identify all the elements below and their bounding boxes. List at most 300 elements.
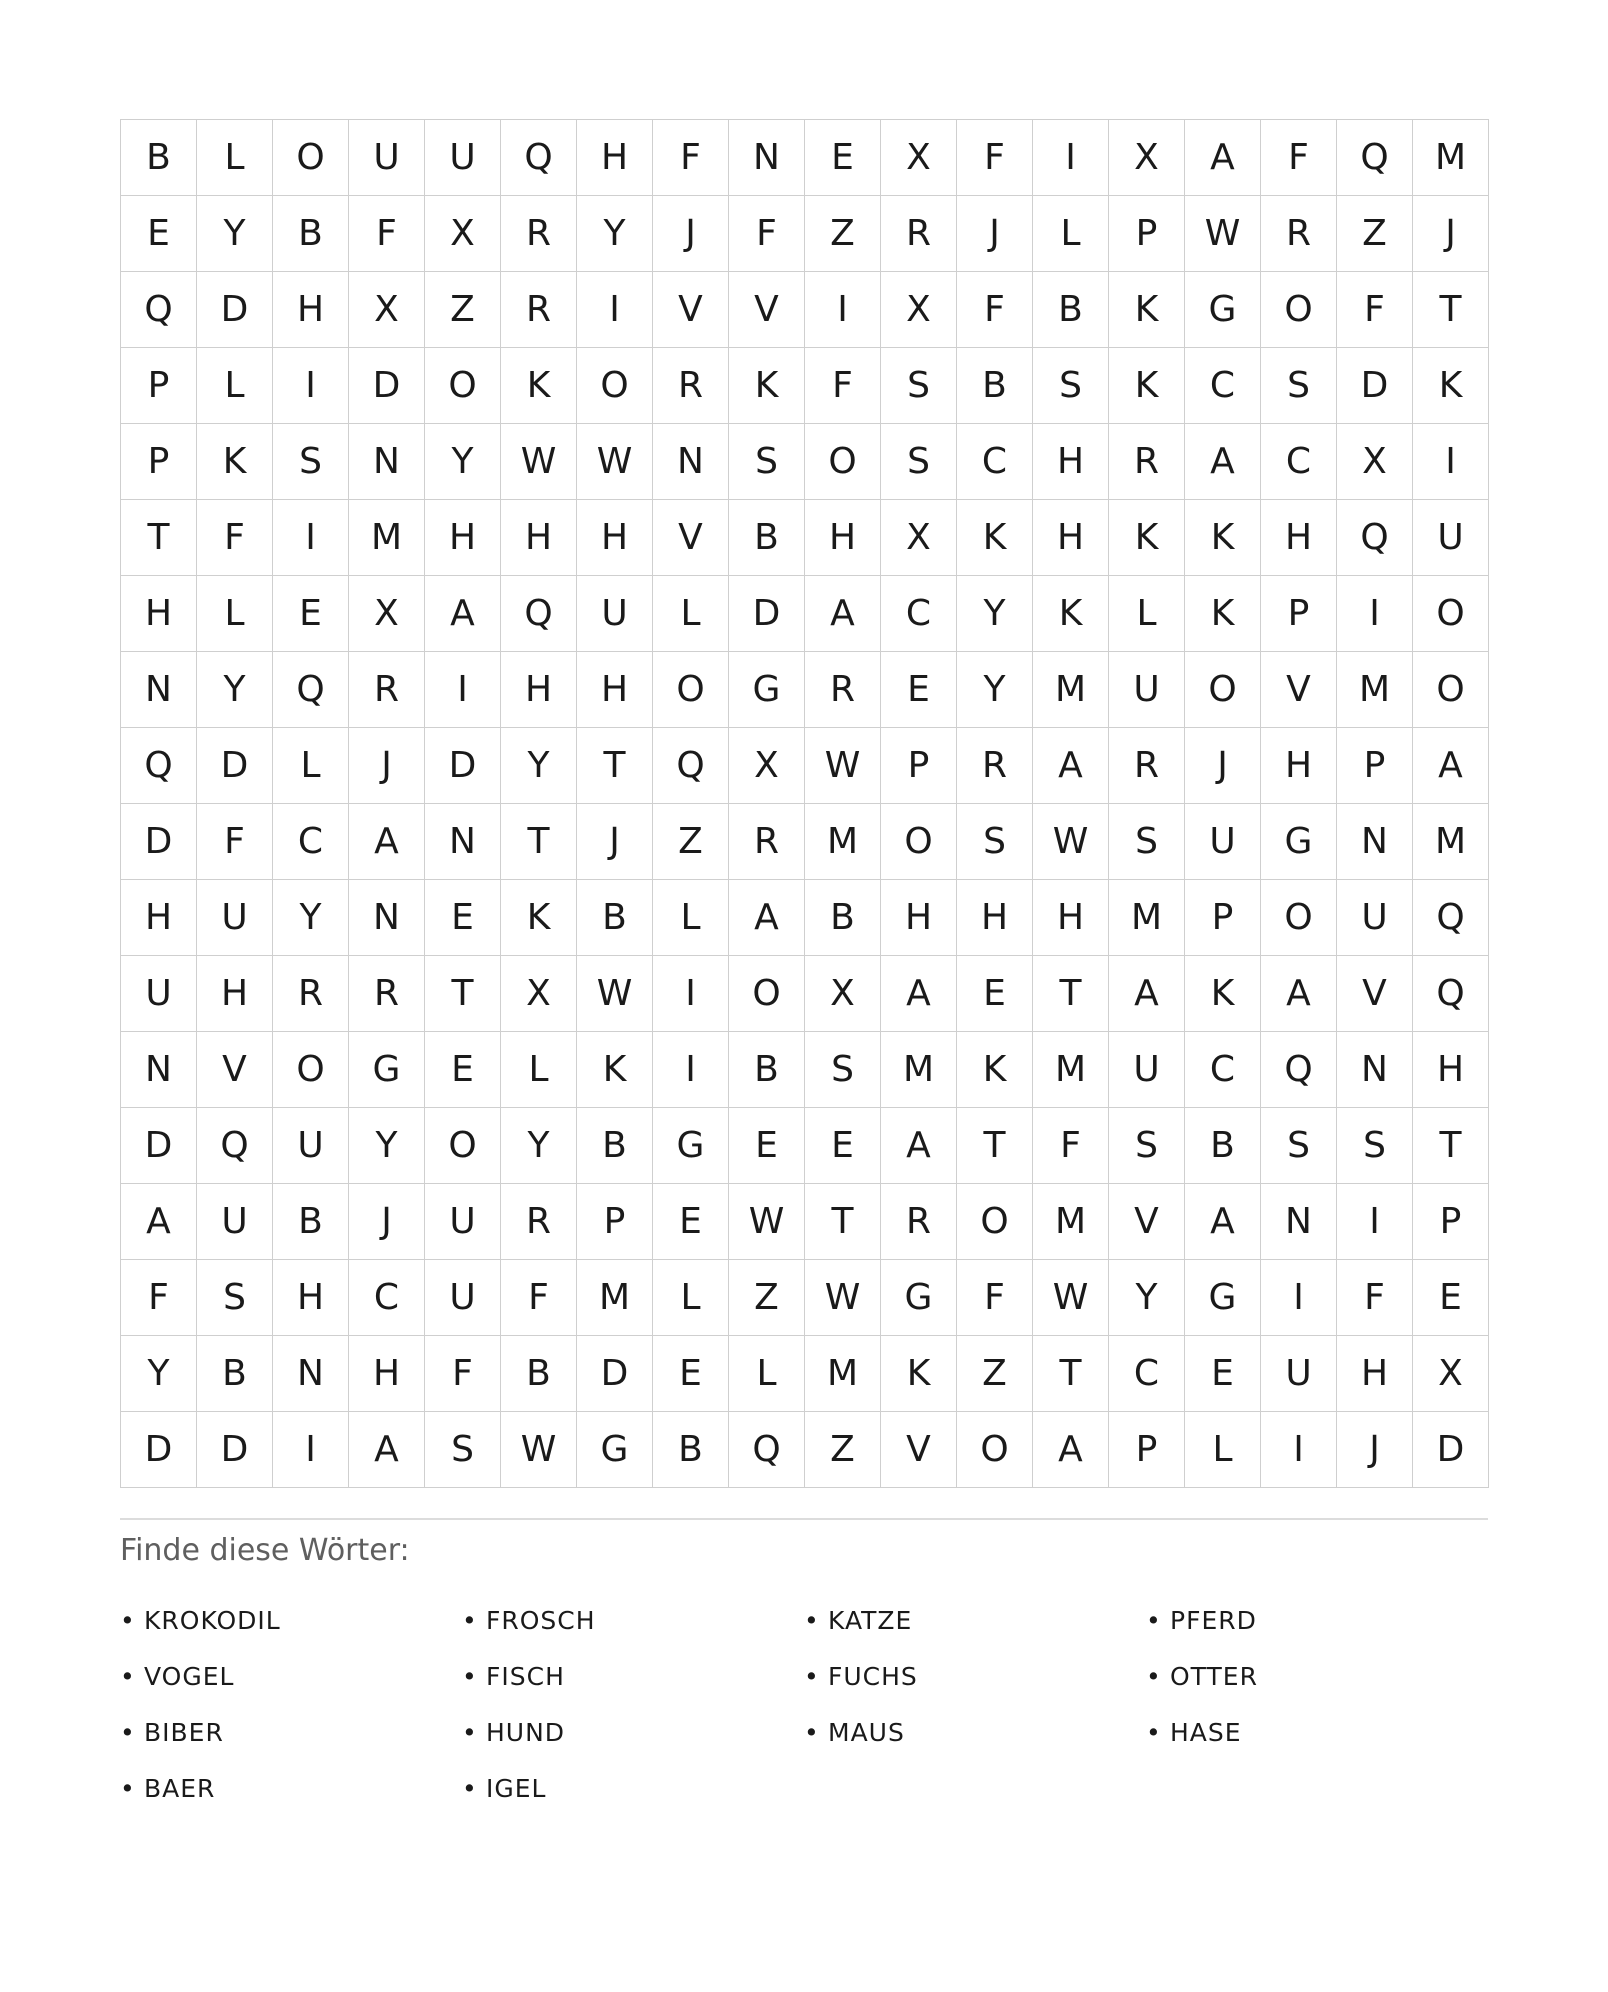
grid-cell[interactable]: O [425, 348, 501, 424]
grid-cell[interactable]: A [349, 1412, 425, 1488]
grid-cell[interactable]: O [1413, 652, 1489, 728]
grid-cell[interactable]: X [881, 120, 957, 196]
grid-cell[interactable]: Y [349, 1108, 425, 1184]
grid-cell[interactable]: H [349, 1336, 425, 1412]
grid-cell[interactable]: D [1337, 348, 1413, 424]
grid-cell[interactable]: W [501, 1412, 577, 1488]
grid-cell[interactable]: U [197, 880, 273, 956]
grid-cell[interactable]: X [1109, 120, 1185, 196]
grid-cell[interactable]: Y [1109, 1260, 1185, 1336]
grid-cell[interactable]: F [729, 196, 805, 272]
grid-cell[interactable]: D [729, 576, 805, 652]
grid-cell[interactable]: D [121, 804, 197, 880]
grid-cell[interactable]: Y [197, 652, 273, 728]
grid-cell[interactable]: J [1337, 1412, 1413, 1488]
grid-cell[interactable]: H [1413, 1032, 1489, 1108]
grid-cell[interactable]: Y [425, 424, 501, 500]
grid-cell[interactable]: S [1033, 348, 1109, 424]
grid-cell[interactable]: Q [273, 652, 349, 728]
grid-cell[interactable]: X [501, 956, 577, 1032]
grid-cell[interactable]: S [273, 424, 349, 500]
grid-cell[interactable]: A [1033, 1412, 1109, 1488]
grid-cell[interactable]: U [1109, 652, 1185, 728]
grid-cell[interactable]: K [881, 1336, 957, 1412]
grid-cell[interactable]: A [805, 576, 881, 652]
grid-cell[interactable]: A [1261, 956, 1337, 1032]
grid-cell[interactable]: H [501, 500, 577, 576]
grid-cell[interactable]: Q [1337, 120, 1413, 196]
grid-cell[interactable]: W [1033, 804, 1109, 880]
grid-cell[interactable]: R [957, 728, 1033, 804]
grid-cell[interactable]: S [729, 424, 805, 500]
grid-cell[interactable]: K [1109, 348, 1185, 424]
grid-cell[interactable]: A [349, 804, 425, 880]
grid-cell[interactable]: B [577, 880, 653, 956]
grid-cell[interactable]: D [197, 728, 273, 804]
grid-cell[interactable]: O [881, 804, 957, 880]
grid-cell[interactable]: L [197, 576, 273, 652]
grid-cell[interactable]: W [729, 1184, 805, 1260]
grid-cell[interactable]: S [1261, 1108, 1337, 1184]
grid-cell[interactable]: X [1413, 1336, 1489, 1412]
grid-cell[interactable]: G [653, 1108, 729, 1184]
grid-cell[interactable]: Q [729, 1412, 805, 1488]
grid-cell[interactable]: X [881, 272, 957, 348]
grid-cell[interactable]: B [729, 1032, 805, 1108]
grid-cell[interactable]: X [805, 956, 881, 1032]
grid-cell[interactable]: O [273, 120, 349, 196]
grid-cell[interactable]: P [121, 348, 197, 424]
grid-cell[interactable]: E [881, 652, 957, 728]
grid-cell[interactable]: Y [957, 576, 1033, 652]
grid-cell[interactable]: L [197, 348, 273, 424]
grid-cell[interactable]: I [1337, 1184, 1413, 1260]
grid-cell[interactable]: T [805, 1184, 881, 1260]
grid-cell[interactable]: H [1033, 424, 1109, 500]
grid-cell[interactable]: B [577, 1108, 653, 1184]
grid-cell[interactable]: V [1261, 652, 1337, 728]
grid-cell[interactable]: H [197, 956, 273, 1032]
grid-cell[interactable]: Q [121, 728, 197, 804]
grid-cell[interactable]: U [577, 576, 653, 652]
grid-cell[interactable]: M [1033, 1032, 1109, 1108]
grid-cell[interactable]: O [1185, 652, 1261, 728]
grid-cell[interactable]: F [1033, 1108, 1109, 1184]
grid-cell[interactable]: F [501, 1260, 577, 1336]
grid-cell[interactable]: F [197, 804, 273, 880]
grid-cell[interactable]: X [881, 500, 957, 576]
grid-cell[interactable]: I [1261, 1412, 1337, 1488]
grid-cell[interactable]: Q [501, 576, 577, 652]
grid-cell[interactable]: R [1261, 196, 1337, 272]
grid-cell[interactable]: H [273, 1260, 349, 1336]
grid-cell[interactable]: A [1185, 424, 1261, 500]
grid-cell[interactable]: R [881, 1184, 957, 1260]
grid-cell[interactable]: O [425, 1108, 501, 1184]
grid-cell[interactable]: M [1033, 1184, 1109, 1260]
grid-cell[interactable]: M [805, 1336, 881, 1412]
grid-cell[interactable]: U [1413, 500, 1489, 576]
grid-cell[interactable]: B [729, 500, 805, 576]
grid-cell[interactable]: A [1413, 728, 1489, 804]
grid-cell[interactable]: L [501, 1032, 577, 1108]
grid-cell[interactable]: J [349, 728, 425, 804]
grid-cell[interactable]: R [1109, 728, 1185, 804]
grid-cell[interactable]: T [577, 728, 653, 804]
grid-cell[interactable]: M [349, 500, 425, 576]
grid-cell[interactable]: W [577, 956, 653, 1032]
grid-cell[interactable]: H [1261, 728, 1337, 804]
grid-cell[interactable]: J [653, 196, 729, 272]
grid-cell[interactable]: S [425, 1412, 501, 1488]
grid-cell[interactable]: H [577, 652, 653, 728]
grid-cell[interactable]: U [1261, 1336, 1337, 1412]
grid-cell[interactable]: F [957, 272, 1033, 348]
grid-cell[interactable]: Y [957, 652, 1033, 728]
grid-cell[interactable]: N [1337, 1032, 1413, 1108]
grid-cell[interactable]: R [653, 348, 729, 424]
grid-cell[interactable]: M [1413, 120, 1489, 196]
grid-cell[interactable]: V [1109, 1184, 1185, 1260]
grid-cell[interactable]: D [121, 1108, 197, 1184]
grid-cell[interactable]: B [1185, 1108, 1261, 1184]
grid-cell[interactable]: E [425, 1032, 501, 1108]
grid-cell[interactable]: Z [805, 1412, 881, 1488]
grid-cell[interactable]: B [197, 1336, 273, 1412]
grid-cell[interactable]: R [501, 196, 577, 272]
grid-cell[interactable]: U [273, 1108, 349, 1184]
grid-cell[interactable]: O [1413, 576, 1489, 652]
grid-cell[interactable]: C [349, 1260, 425, 1336]
grid-cell[interactable]: Z [805, 196, 881, 272]
grid-cell[interactable]: U [425, 1184, 501, 1260]
grid-cell[interactable]: U [197, 1184, 273, 1260]
grid-cell[interactable]: K [501, 348, 577, 424]
grid-cell[interactable]: L [1033, 196, 1109, 272]
grid-cell[interactable]: K [1185, 956, 1261, 1032]
grid-cell[interactable]: L [273, 728, 349, 804]
grid-cell[interactable]: R [805, 652, 881, 728]
grid-cell[interactable]: F [121, 1260, 197, 1336]
grid-cell[interactable]: E [805, 1108, 881, 1184]
grid-cell[interactable]: H [1261, 500, 1337, 576]
grid-cell[interactable]: U [425, 1260, 501, 1336]
grid-cell[interactable]: I [273, 1412, 349, 1488]
grid-cell[interactable]: A [1033, 728, 1109, 804]
grid-cell[interactable]: M [1033, 652, 1109, 728]
grid-cell[interactable]: O [653, 652, 729, 728]
grid-cell[interactable]: P [121, 424, 197, 500]
grid-cell[interactable]: A [729, 880, 805, 956]
grid-cell[interactable]: M [881, 1032, 957, 1108]
grid-cell[interactable]: W [805, 728, 881, 804]
grid-cell[interactable]: V [1337, 956, 1413, 1032]
grid-cell[interactable]: Z [425, 272, 501, 348]
grid-cell[interactable]: E [805, 120, 881, 196]
grid-cell[interactable]: N [1261, 1184, 1337, 1260]
grid-cell[interactable]: P [1261, 576, 1337, 652]
grid-cell[interactable]: T [425, 956, 501, 1032]
grid-cell[interactable]: G [577, 1412, 653, 1488]
grid-cell[interactable]: K [577, 1032, 653, 1108]
grid-cell[interactable]: Q [1261, 1032, 1337, 1108]
grid-cell[interactable]: W [805, 1260, 881, 1336]
grid-cell[interactable]: T [1413, 1108, 1489, 1184]
grid-cell[interactable]: A [1185, 120, 1261, 196]
grid-cell[interactable]: F [653, 120, 729, 196]
grid-cell[interactable]: T [1033, 956, 1109, 1032]
grid-cell[interactable]: L [653, 880, 729, 956]
grid-cell[interactable]: H [501, 652, 577, 728]
grid-cell[interactable]: H [1033, 500, 1109, 576]
grid-cell[interactable]: Q [1337, 500, 1413, 576]
grid-cell[interactable]: E [653, 1184, 729, 1260]
grid-cell[interactable]: C [957, 424, 1033, 500]
grid-cell[interactable]: M [1413, 804, 1489, 880]
grid-cell[interactable]: L [653, 1260, 729, 1336]
grid-cell[interactable]: S [881, 348, 957, 424]
grid-cell[interactable]: S [957, 804, 1033, 880]
grid-cell[interactable]: F [957, 120, 1033, 196]
grid-cell[interactable]: K [1109, 272, 1185, 348]
grid-cell[interactable]: B [273, 1184, 349, 1260]
grid-cell[interactable]: Q [501, 120, 577, 196]
grid-cell[interactable]: K [957, 500, 1033, 576]
grid-cell[interactable]: M [577, 1260, 653, 1336]
grid-cell[interactable]: J [349, 1184, 425, 1260]
grid-cell[interactable]: L [1109, 576, 1185, 652]
grid-cell[interactable]: J [957, 196, 1033, 272]
grid-cell[interactable]: E [729, 1108, 805, 1184]
grid-cell[interactable]: S [1337, 1108, 1413, 1184]
grid-cell[interactable]: V [729, 272, 805, 348]
grid-cell[interactable]: K [501, 880, 577, 956]
grid-cell[interactable]: H [273, 272, 349, 348]
grid-cell[interactable]: N [273, 1336, 349, 1412]
grid-cell[interactable]: A [881, 956, 957, 1032]
grid-cell[interactable]: B [805, 880, 881, 956]
grid-cell[interactable]: K [1185, 576, 1261, 652]
grid-cell[interactable]: I [1337, 576, 1413, 652]
grid-cell[interactable]: I [653, 1032, 729, 1108]
grid-cell[interactable]: W [501, 424, 577, 500]
grid-cell[interactable]: Y [501, 1108, 577, 1184]
grid-cell[interactable]: T [1413, 272, 1489, 348]
grid-cell[interactable]: D [425, 728, 501, 804]
grid-cell[interactable]: K [1413, 348, 1489, 424]
grid-cell[interactable]: R [1109, 424, 1185, 500]
grid-cell[interactable]: F [349, 196, 425, 272]
grid-cell[interactable]: P [1109, 1412, 1185, 1488]
grid-cell[interactable]: C [1185, 1032, 1261, 1108]
grid-cell[interactable]: J [1185, 728, 1261, 804]
grid-cell[interactable]: I [577, 272, 653, 348]
grid-cell[interactable]: U [425, 120, 501, 196]
grid-cell[interactable]: S [1109, 1108, 1185, 1184]
grid-cell[interactable]: F [957, 1260, 1033, 1336]
grid-cell[interactable]: G [1261, 804, 1337, 880]
grid-cell[interactable]: H [805, 500, 881, 576]
grid-cell[interactable]: G [1185, 1260, 1261, 1336]
grid-cell[interactable]: Z [957, 1336, 1033, 1412]
grid-cell[interactable]: A [1185, 1184, 1261, 1260]
grid-cell[interactable]: M [805, 804, 881, 880]
grid-cell[interactable]: J [1413, 196, 1489, 272]
grid-cell[interactable]: V [653, 272, 729, 348]
grid-cell[interactable]: Y [501, 728, 577, 804]
grid-cell[interactable]: L [729, 1336, 805, 1412]
grid-cell[interactable]: F [197, 500, 273, 576]
grid-cell[interactable]: I [1033, 120, 1109, 196]
grid-cell[interactable]: W [1185, 196, 1261, 272]
grid-cell[interactable]: H [577, 120, 653, 196]
grid-cell[interactable]: C [1261, 424, 1337, 500]
grid-cell[interactable]: A [121, 1184, 197, 1260]
grid-cell[interactable]: I [653, 956, 729, 1032]
grid-cell[interactable]: D [577, 1336, 653, 1412]
grid-cell[interactable]: Q [1413, 880, 1489, 956]
grid-cell[interactable]: C [881, 576, 957, 652]
grid-cell[interactable]: R [273, 956, 349, 1032]
grid-cell[interactable]: R [349, 956, 425, 1032]
grid-cell[interactable]: D [197, 272, 273, 348]
grid-cell[interactable]: S [805, 1032, 881, 1108]
grid-cell[interactable]: R [501, 1184, 577, 1260]
grid-cell[interactable]: I [1413, 424, 1489, 500]
grid-cell[interactable]: P [1413, 1184, 1489, 1260]
grid-cell[interactable]: H [1033, 880, 1109, 956]
grid-cell[interactable]: E [1185, 1336, 1261, 1412]
grid-cell[interactable]: U [1337, 880, 1413, 956]
grid-cell[interactable]: O [273, 1032, 349, 1108]
grid-cell[interactable]: E [1413, 1260, 1489, 1336]
grid-cell[interactable]: T [121, 500, 197, 576]
grid-cell[interactable]: E [425, 880, 501, 956]
grid-cell[interactable]: I [273, 348, 349, 424]
grid-cell[interactable]: A [881, 1108, 957, 1184]
grid-cell[interactable]: F [1337, 1260, 1413, 1336]
grid-cell[interactable]: M [1337, 652, 1413, 728]
grid-cell[interactable]: S [881, 424, 957, 500]
grid-cell[interactable]: Q [653, 728, 729, 804]
grid-cell[interactable]: N [425, 804, 501, 880]
grid-cell[interactable]: E [121, 196, 197, 272]
grid-cell[interactable]: V [197, 1032, 273, 1108]
grid-cell[interactable]: C [1185, 348, 1261, 424]
grid-cell[interactable]: K [1033, 576, 1109, 652]
grid-cell[interactable]: H [1337, 1336, 1413, 1412]
grid-cell[interactable]: N [349, 880, 425, 956]
grid-cell[interactable]: G [729, 652, 805, 728]
grid-cell[interactable]: H [425, 500, 501, 576]
grid-cell[interactable]: N [653, 424, 729, 500]
grid-cell[interactable]: R [729, 804, 805, 880]
grid-cell[interactable]: D [121, 1412, 197, 1488]
grid-cell[interactable]: R [501, 272, 577, 348]
grid-cell[interactable]: U [1109, 1032, 1185, 1108]
grid-cell[interactable]: W [1033, 1260, 1109, 1336]
grid-cell[interactable]: Y [273, 880, 349, 956]
grid-cell[interactable]: J [577, 804, 653, 880]
grid-cell[interactable]: H [121, 576, 197, 652]
grid-cell[interactable]: P [1337, 728, 1413, 804]
grid-cell[interactable]: O [1261, 272, 1337, 348]
grid-cell[interactable]: E [273, 576, 349, 652]
grid-cell[interactable]: A [1109, 956, 1185, 1032]
grid-cell[interactable]: P [1185, 880, 1261, 956]
grid-cell[interactable]: H [957, 880, 1033, 956]
grid-cell[interactable]: Q [197, 1108, 273, 1184]
grid-cell[interactable]: Q [121, 272, 197, 348]
grid-cell[interactable]: D [197, 1412, 273, 1488]
grid-cell[interactable]: K [197, 424, 273, 500]
grid-cell[interactable]: S [1109, 804, 1185, 880]
grid-cell[interactable]: K [1185, 500, 1261, 576]
grid-cell[interactable]: T [501, 804, 577, 880]
grid-cell[interactable]: H [121, 880, 197, 956]
grid-cell[interactable]: O [577, 348, 653, 424]
grid-cell[interactable]: K [1109, 500, 1185, 576]
grid-cell[interactable]: F [1337, 272, 1413, 348]
grid-cell[interactable]: X [1337, 424, 1413, 500]
grid-cell[interactable]: I [273, 500, 349, 576]
grid-cell[interactable]: S [197, 1260, 273, 1336]
grid-cell[interactable]: B [1033, 272, 1109, 348]
grid-cell[interactable]: L [1185, 1412, 1261, 1488]
grid-cell[interactable]: G [1185, 272, 1261, 348]
grid-cell[interactable]: Z [1337, 196, 1413, 272]
grid-cell[interactable]: F [1261, 120, 1337, 196]
grid-cell[interactable]: T [1033, 1336, 1109, 1412]
grid-cell[interactable]: B [957, 348, 1033, 424]
grid-cell[interactable]: L [197, 120, 273, 196]
grid-cell[interactable]: O [805, 424, 881, 500]
grid-cell[interactable]: E [957, 956, 1033, 1032]
grid-cell[interactable]: Y [577, 196, 653, 272]
grid-cell[interactable]: D [1413, 1412, 1489, 1488]
grid-cell[interactable]: B [121, 120, 197, 196]
grid-cell[interactable]: I [805, 272, 881, 348]
grid-cell[interactable]: F [805, 348, 881, 424]
grid-cell[interactable]: H [577, 500, 653, 576]
grid-cell[interactable]: K [729, 348, 805, 424]
grid-cell[interactable]: Q [1413, 956, 1489, 1032]
grid-cell[interactable]: O [957, 1184, 1033, 1260]
grid-cell[interactable]: E [653, 1336, 729, 1412]
grid-cell[interactable]: N [349, 424, 425, 500]
grid-cell[interactable]: N [121, 1032, 197, 1108]
grid-cell[interactable]: U [121, 956, 197, 1032]
grid-cell[interactable]: A [425, 576, 501, 652]
grid-cell[interactable]: O [1261, 880, 1337, 956]
grid-cell[interactable]: G [349, 1032, 425, 1108]
grid-cell[interactable]: S [1261, 348, 1337, 424]
grid-cell[interactable]: K [957, 1032, 1033, 1108]
grid-cell[interactable]: B [273, 196, 349, 272]
grid-cell[interactable]: X [425, 196, 501, 272]
grid-cell[interactable]: D [349, 348, 425, 424]
grid-cell[interactable]: X [729, 728, 805, 804]
grid-cell[interactable]: Y [197, 196, 273, 272]
grid-cell[interactable]: C [273, 804, 349, 880]
grid-cell[interactable]: P [577, 1184, 653, 1260]
grid-cell[interactable]: Z [729, 1260, 805, 1336]
grid-cell[interactable]: G [881, 1260, 957, 1336]
grid-cell[interactable]: H [881, 880, 957, 956]
grid-cell[interactable]: N [729, 120, 805, 196]
grid-cell[interactable]: V [653, 500, 729, 576]
grid-cell[interactable]: U [1185, 804, 1261, 880]
